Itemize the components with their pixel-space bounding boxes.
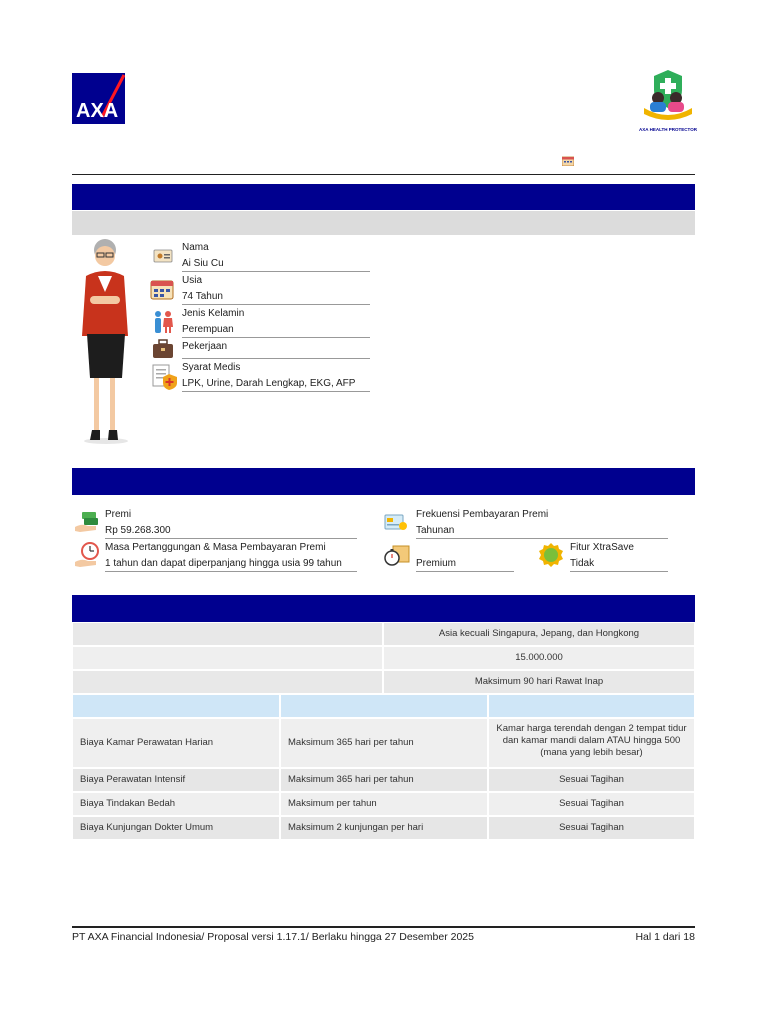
benefit-amount: Sesuai Tagihan	[489, 793, 694, 815]
insured-field-jenis-kelamin	[150, 306, 372, 338]
benefit-amount: Kamar harga terendah dengan 2 tempat tidur dan kamar mandi dalam ATAU hingga 500 (mana yang lebih besar)	[489, 719, 694, 767]
field-value: 74 Tahun	[182, 291, 370, 305]
benefit-limit: Maksimum 365 hari per tahun	[281, 769, 487, 791]
benefit-table-header	[72, 694, 695, 718]
clock-hand-icon	[74, 542, 100, 568]
summary-row	[72, 646, 695, 669]
header-cell	[489, 695, 694, 717]
benefit-amount: Sesuai Tagihan	[489, 769, 694, 791]
policy-field-premi	[72, 507, 360, 539]
section-header-band-insured	[72, 184, 695, 210]
benefit-name: Biaya Tindakan Bedah	[73, 793, 279, 815]
calendar-icon	[150, 278, 174, 300]
benefit-limit: Maksimum 2 kunjungan per hari	[281, 817, 487, 839]
policy-field-masa	[72, 540, 360, 572]
section-header-band-benefits	[72, 595, 695, 622]
footer-text: PT AXA Financial Indonesia/ Proposal versi 1.17.1/ Berlaku hingga 27 Desember 2025	[72, 931, 474, 943]
benefit-name: Biaya Kamar Perawatan Harian	[73, 719, 279, 767]
field-label: Masa Pertanggungan & Masa Pembayaran Premi	[105, 542, 326, 553]
insured-field-pekerjaan	[150, 339, 372, 361]
field-value: Tahunan	[416, 525, 668, 539]
benefit-name: Biaya Kunjungan Dokter Umum	[73, 817, 279, 839]
table-row	[72, 768, 695, 792]
axa-logo-text: AXA	[76, 100, 119, 122]
field-value: Premium	[416, 558, 514, 572]
axa-logo-graphic	[72, 73, 125, 124]
table-row	[72, 718, 695, 768]
field-value: Ai Siu Cu	[182, 258, 370, 272]
header-divider	[72, 174, 695, 175]
header-cell	[281, 695, 487, 717]
field-value: Rp 59.268.300	[105, 525, 357, 539]
field-value: Tidak	[570, 558, 668, 572]
field-label: Syarat Medis	[182, 362, 241, 373]
axa-logo	[72, 73, 125, 124]
policy-field-frekuensi	[383, 507, 673, 539]
money-hand-icon	[74, 511, 100, 533]
family-shield-icon	[636, 68, 700, 120]
section-subheader-band-insured	[72, 211, 695, 235]
summary-label-cell	[73, 671, 382, 693]
benefit-amount: Sesuai Tagihan	[489, 817, 694, 839]
table-row	[72, 792, 695, 816]
xtrasave-badge-icon	[538, 542, 564, 568]
insured-woman-illustration	[72, 236, 136, 446]
insured-field-nama	[150, 240, 372, 272]
page-number: Hal 1 dari 18	[635, 931, 695, 943]
gender-icon	[152, 310, 174, 334]
summary-value-cell: 15.000.000	[384, 647, 694, 669]
footer-divider	[72, 926, 695, 928]
summary-row	[72, 622, 695, 645]
calendar-small-icon	[562, 153, 574, 163]
field-value: LPK, Urine, Darah Lengkap, EKG, AFP	[182, 378, 370, 392]
insured-field-usia	[150, 273, 372, 305]
header-cell	[73, 695, 279, 717]
field-value: 1 tahun dan dapat diperpanjang hingga usia 99 tahun	[105, 558, 357, 572]
summary-value-cell: Asia kecuali Singapura, Jepang, dan Hongkong	[384, 623, 694, 645]
field-value: Perempuan	[182, 324, 370, 338]
payment-card-icon	[384, 512, 408, 532]
benefit-name: Biaya Perawatan Intensif	[73, 769, 279, 791]
policy-field-xtrasave	[538, 540, 673, 572]
product-logo	[636, 68, 700, 130]
field-label: Premi	[105, 509, 132, 520]
field-label: Pekerjaan	[182, 341, 228, 352]
stopwatch-box-icon	[383, 544, 411, 568]
summary-label-cell	[73, 647, 382, 669]
summary-row	[72, 670, 695, 693]
field-label: Frekuensi Pembayaran Premi	[416, 509, 549, 520]
briefcase-icon	[152, 339, 174, 359]
benefit-limit: Maksimum per tahun	[281, 793, 487, 815]
id-card-icon	[153, 247, 173, 263]
benefit-limit: Maksimum 365 hari per tahun	[281, 719, 487, 767]
section-header-band-policy	[72, 468, 695, 495]
table-row	[72, 816, 695, 840]
medical-document-icon	[152, 364, 178, 390]
field-label: Fitur XtraSave	[570, 542, 634, 553]
summary-label-cell	[73, 623, 382, 645]
field-label: Jenis Kelamin	[182, 308, 245, 319]
product-logo-caption: AXA HEALTH PROTECTOR	[639, 127, 697, 132]
field-label: Nama	[182, 242, 209, 253]
policy-field-plan	[383, 540, 517, 572]
field-underline	[182, 357, 370, 359]
insured-field-syarat-medis	[150, 360, 372, 392]
field-label: Usia	[182, 275, 203, 286]
summary-value-cell: Maksimum 90 hari Rawat Inap	[384, 671, 694, 693]
